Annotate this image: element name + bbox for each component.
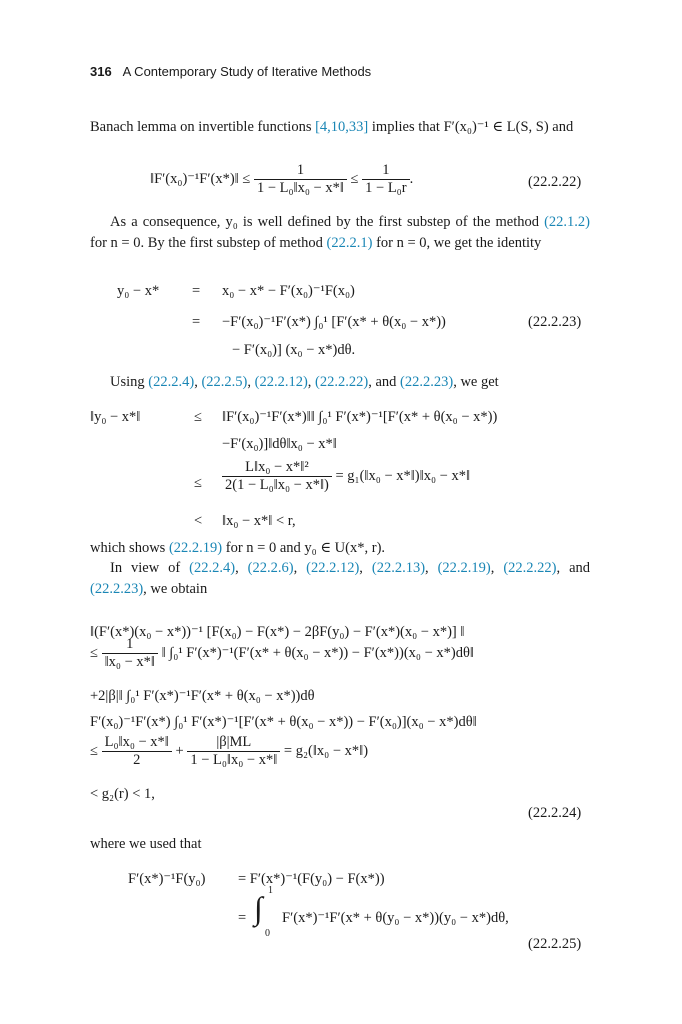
equation-link[interactable]: (22.2.1) bbox=[326, 235, 373, 251]
paragraph-which-shows: which shows (22.2.19) for n = 0 and y₀ ∈ U(x*, r). bbox=[90, 540, 386, 556]
equation-22-2-22: ‖F′(x₀)⁻¹F′(x*)‖ ≤ $\frac{1}{\text{1 − L₀‖x₀ − x*‖}}$ ≤ $\frac{1}{\text{1 − L₀r}}$ . bbox=[150, 162, 414, 196]
fraction: $\frac{|\beta|ML}{\text{1 − L₀‖x₀ − x*‖}}$ bbox=[187, 734, 280, 769]
equation-link[interactable]: (22.2.4) bbox=[189, 560, 236, 576]
equation-number: (22.2.22) bbox=[528, 174, 582, 190]
paragraph-where-we-used: where we used that bbox=[90, 836, 202, 852]
running-title: A Contemporary Study of Iterative Methods bbox=[122, 64, 372, 79]
paragraph-consequence: As a consequence, y₀ is well defined by the first substep of the method (22.1.2) for n = 0. By the first substep of method (22.2.1) for n = 0, we get the identity bbox=[90, 214, 590, 251]
equation-link[interactable]: (22.2.23) bbox=[90, 581, 144, 597]
equation-link[interactable]: (22.2.5) bbox=[201, 374, 248, 390]
paragraph-using: Using (22.2.4), (22.2.5), (22.2.12), (22.2.22), and (22.2.23), we get bbox=[110, 374, 499, 390]
equation-link[interactable]: (22.1.2) bbox=[544, 214, 590, 230]
page-number: 316 bbox=[90, 64, 112, 79]
fraction: $\frac{1}{\text{1 − L₀‖x₀ − x*‖}}$ bbox=[254, 162, 347, 197]
equation-number: (22.2.25) bbox=[528, 936, 582, 952]
equation-link[interactable]: (22.2.23) bbox=[400, 374, 454, 390]
equation-link[interactable]: (22.2.6) bbox=[247, 560, 294, 576]
equation-number: (22.2.23) bbox=[528, 314, 582, 330]
citation-link[interactable]: [4,10,33] bbox=[315, 119, 369, 135]
fraction: $\frac{\text{L‖x₀ − x*‖²}}{\text{2(1 − L₀‖x₀ − x*‖)}}$ bbox=[222, 459, 332, 494]
fraction: $\frac{\text{L₀‖x₀ − x*‖}}{2}$ bbox=[102, 734, 172, 769]
equation-link[interactable]: (22.2.22) bbox=[503, 560, 557, 576]
equation-link[interactable]: (22.2.19) bbox=[437, 560, 491, 576]
integral-sign: ∫ bbox=[254, 890, 263, 926]
equation-link[interactable]: (22.2.13) bbox=[371, 560, 426, 576]
fraction: $\frac{1}{\text{‖x₀ − x*‖}}$ bbox=[102, 636, 158, 671]
paragraph-in-view: In view of (22.2.4), (22.2.6), (22.2.12), (22.2.13), (22.2.19), (22.2.22), and (22.2.23), we obtain bbox=[90, 560, 590, 597]
equation-number: (22.2.24) bbox=[528, 805, 582, 821]
paragraph-banach-lemma: Banach lemma on invertible functions [4,10,33] implies that F′(x₀)⁻¹ ∈ L(S, S) and bbox=[90, 119, 574, 135]
fraction: $\frac{1}{\text{1 − L₀r}}$ bbox=[362, 162, 409, 197]
equation-link[interactable]: (22.2.12) bbox=[254, 374, 308, 390]
equation-link[interactable]: (22.2.12) bbox=[306, 560, 360, 576]
equation-link[interactable]: (22.2.22) bbox=[315, 374, 369, 390]
running-header bbox=[90, 64, 371, 79]
equation-link[interactable]: (22.2.4) bbox=[148, 374, 195, 390]
equation-link[interactable]: (22.2.19) bbox=[168, 540, 223, 556]
